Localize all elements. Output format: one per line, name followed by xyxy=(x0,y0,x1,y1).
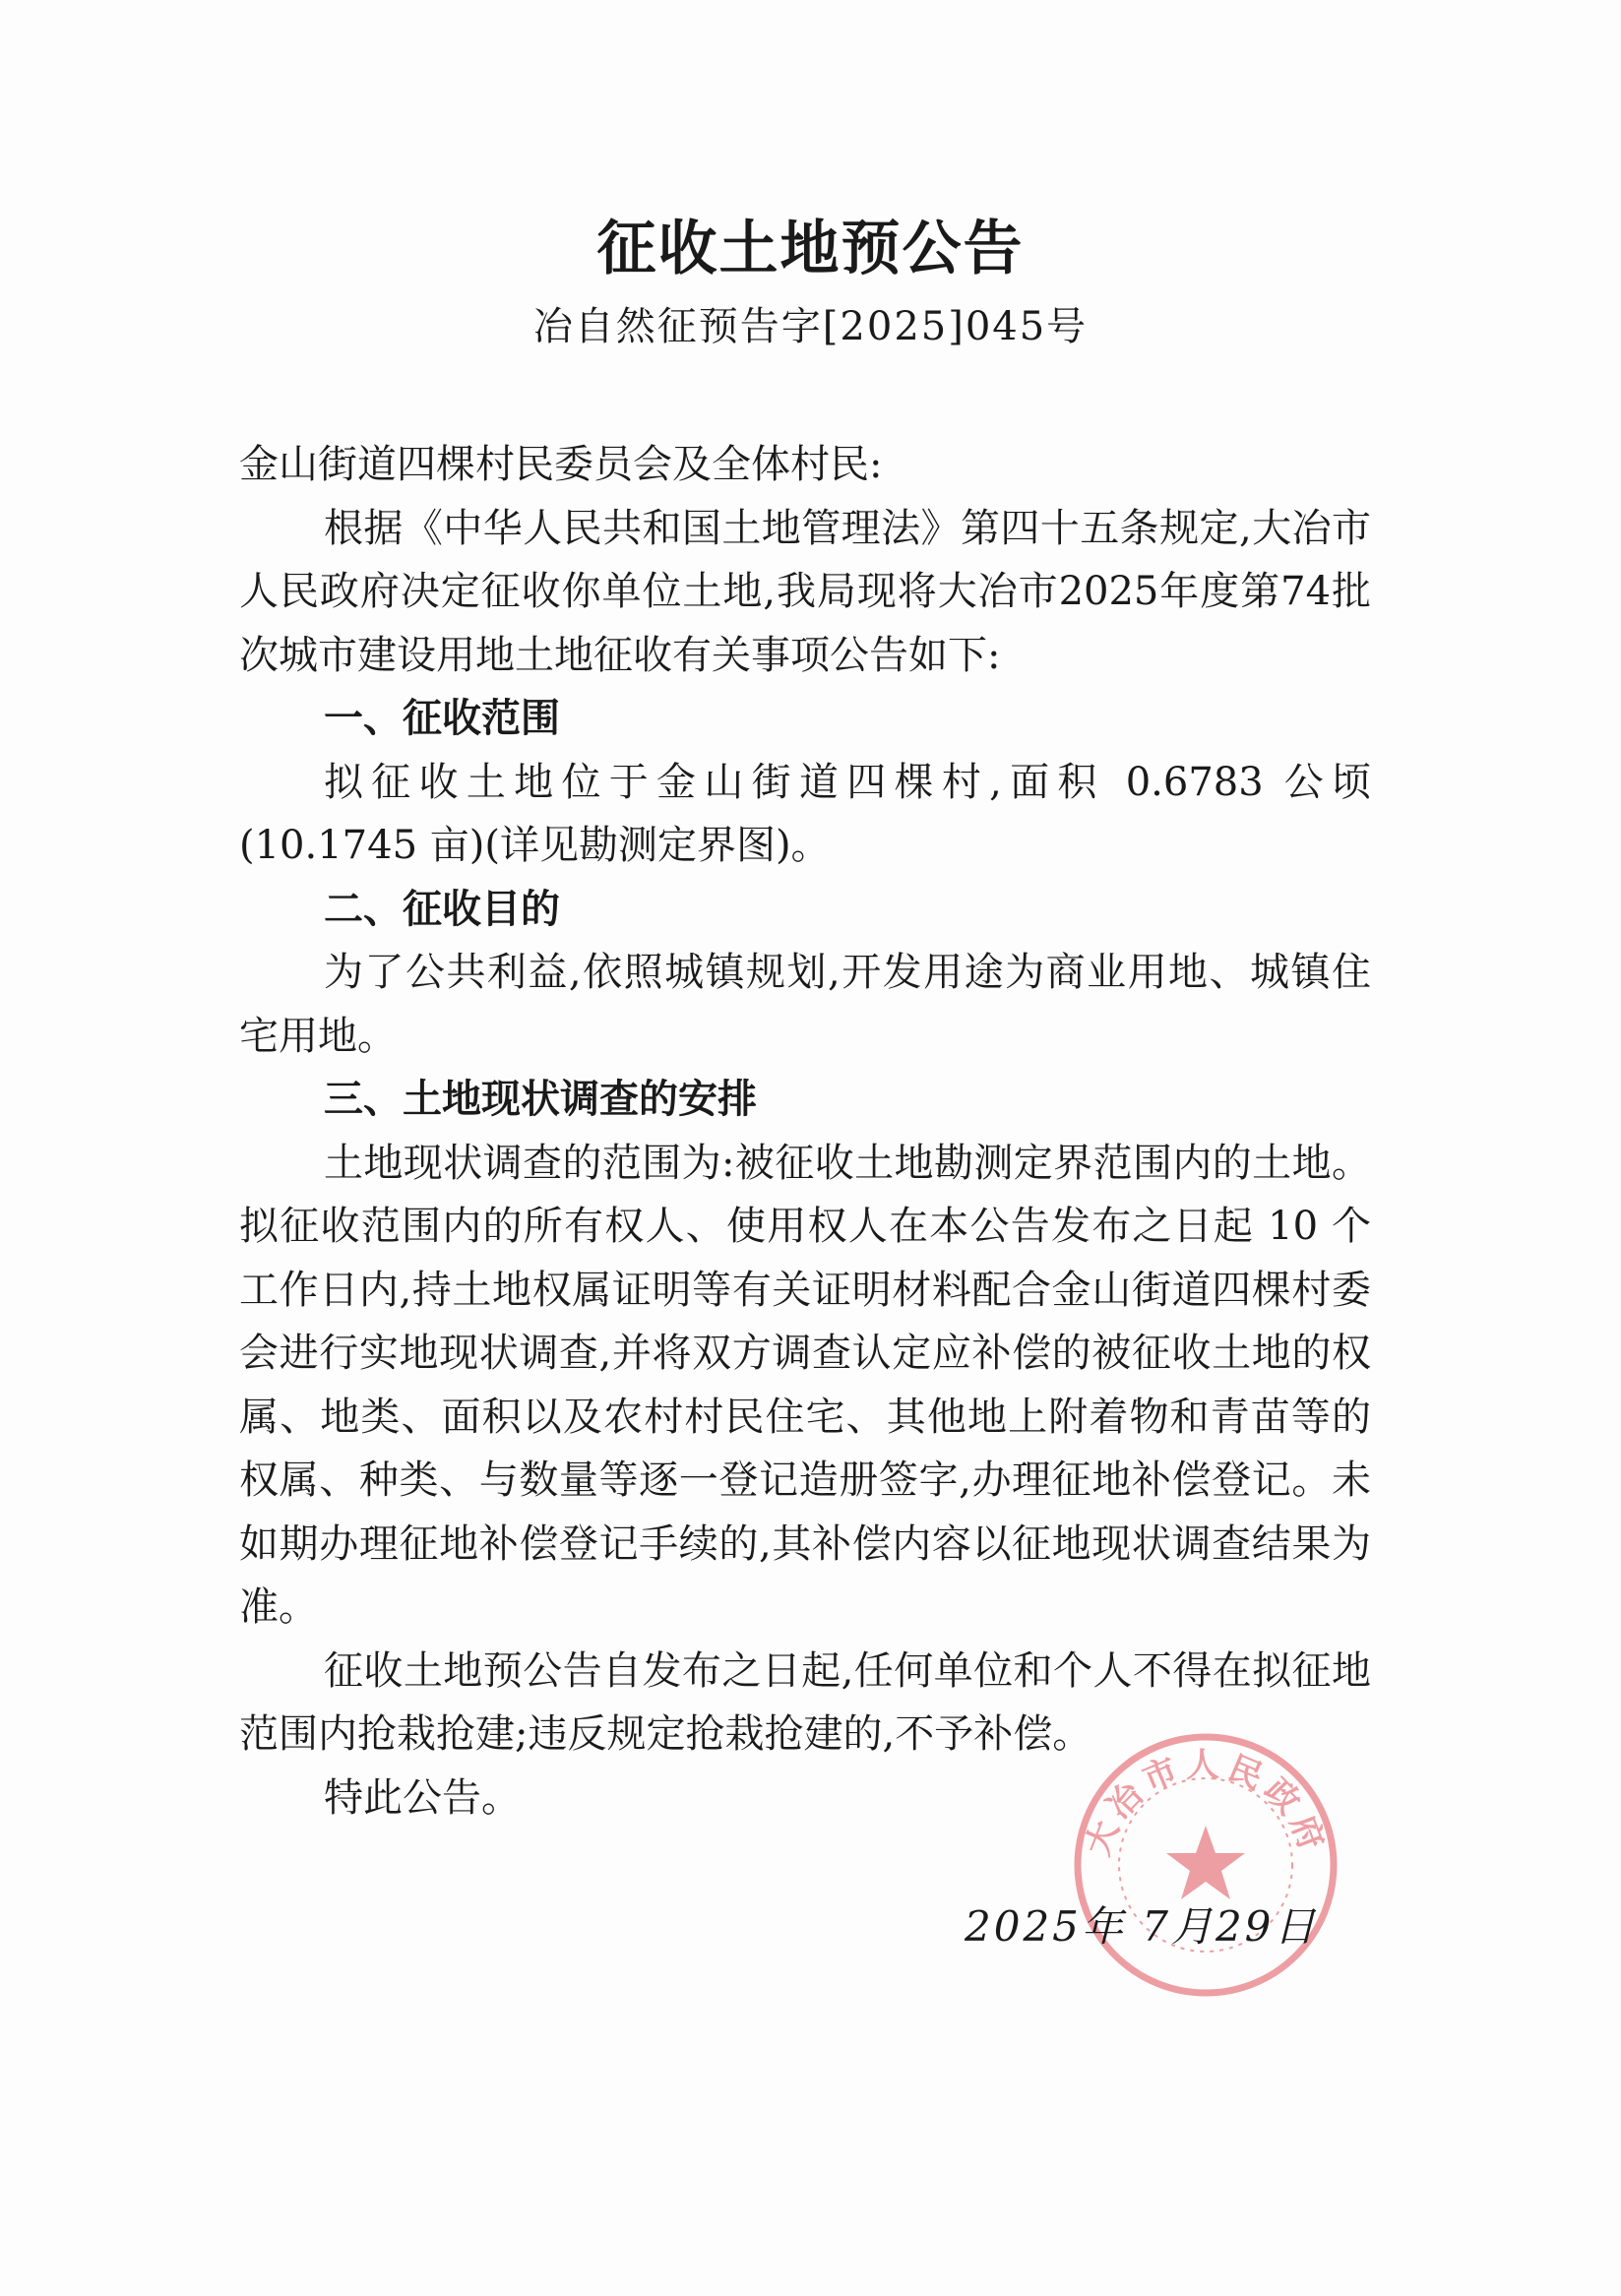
section-paragraph-purpose: 为了公共利益,依照城镇规划,开发用途为商业用地、城镇住宅用地。 xyxy=(239,950,1371,1059)
section-heading-survey: 三、土地现状调查的安排 xyxy=(324,1077,757,1122)
section-paragraph-scope: 拟征收土地位于金山街道四棵村,面积 0.6783 公顷(10.1745 亩)(详见勘测定界图)。 xyxy=(239,759,1371,868)
document-date: 2025年 7月29日 xyxy=(965,1902,1319,1951)
document-title: 征收土地预公告 xyxy=(596,215,1025,283)
official-seal xyxy=(1068,1727,1343,2003)
document-body xyxy=(239,433,1371,1830)
intro-paragraph: 根据《中华人民共和国土地管理法》第四十五条规定,大冶市人民政府决定征收你单位土地,我局现将大冶市2025年度第74批次城市建设用地土地征收有关事项公告如下: xyxy=(239,505,1371,678)
seal-text-path: 大冶市人民政府 xyxy=(1078,1745,1334,1861)
section-paragraph-survey: 土地现状调查的范围为:被征收土地勘测定界范围内的土地。拟征收范围内的所有权人、使用权人在本公告发布之日起 10 个工作日内,持土地权属证明等有关证明材料配合金山街道四棵村委会进行实地现状调查,并将双方调查认定应补偿的被征收土地的权属、地类、面积以及农村村民住宅、其他地上附着物和青苗等的权属、种类、与数量等逐一登记造册签字,办理征地补偿登记。未如期办理征地补偿登记手续的,其补偿内容以征地现状调查结果为准。 xyxy=(239,1140,1371,1630)
section-heading-purpose: 二、征收目的 xyxy=(324,886,560,932)
salutation: 金山街道四棵村民委员会及全体村民: xyxy=(239,442,883,487)
section-paragraph-prohibition: 征收土地预公告自发布之日起,任何单位和个人不得在拟征地范围内抢栽抢建;违反规定抢栽抢建的,不予补偿。 xyxy=(239,1647,1371,1757)
document-number: 冶自然征预告字[2025]045号 xyxy=(532,304,1089,349)
seal-star-icon xyxy=(1166,1826,1245,1899)
closing-paragraph: 特此公告。 xyxy=(324,1774,521,1821)
section-heading-scope: 一、征收范围 xyxy=(324,696,560,741)
